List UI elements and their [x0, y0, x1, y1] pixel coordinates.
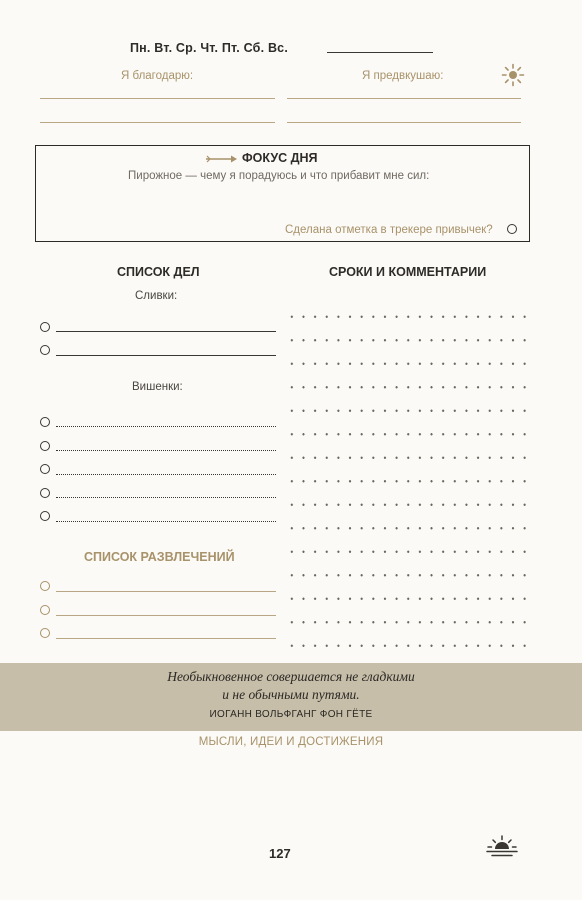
cherries-checkbox-1[interactable]: [40, 417, 50, 427]
quote-author: ИОГАНН ВОЛЬФГАНГ ФОН ГЁТЕ: [209, 709, 373, 720]
page-number: 127: [269, 846, 291, 861]
quote-line-1: Необыкновенное совершается не гладкими: [167, 669, 415, 684]
cherries-checkbox-5[interactable]: [40, 511, 50, 521]
grateful-line-1[interactable]: [40, 98, 275, 99]
sun-icon: [501, 63, 525, 87]
fun-line-3[interactable]: [56, 638, 276, 639]
date-line[interactable]: [327, 52, 433, 53]
cherries-line-5[interactable]: [56, 521, 276, 522]
fun-line-1[interactable]: [56, 591, 276, 592]
deadlines-dot-grid[interactable]: [286, 305, 526, 650]
sunset-icon: [485, 834, 519, 858]
fun-checkbox-3[interactable]: [40, 628, 50, 638]
tracker-question: Сделана отметка в трекере привычек?: [285, 224, 493, 236]
fun-checkbox-2[interactable]: [40, 605, 50, 615]
thoughts-title: МЫСЛИ, ИДЕИ И ДОСТИЖЕНИЯ: [198, 736, 384, 748]
todo-title: СПИСОК ДЕЛ: [117, 265, 200, 279]
weekdays: Пн. Вт. Ср. Чт. Пт. Сб. Вс.: [130, 41, 289, 55]
cream-line-2[interactable]: [56, 355, 276, 356]
cream-line-1[interactable]: [56, 331, 276, 332]
anticipate-label: Я предвкушаю:: [362, 70, 444, 82]
grateful-line-2[interactable]: [40, 122, 275, 123]
cream-checkbox-1[interactable]: [40, 322, 50, 332]
cherries-line-2[interactable]: [56, 450, 276, 451]
quote-line-2: и не обычными путями.: [222, 687, 360, 702]
fun-checkbox-1[interactable]: [40, 581, 50, 591]
deadlines-title: СРОКИ И КОММЕНТАРИИ: [329, 265, 487, 279]
cherries-checkbox-3[interactable]: [40, 464, 50, 474]
fun-title: СПИСОК РАЗВЛЕЧЕНИЙ: [84, 550, 235, 564]
cream-label: Сливки:: [135, 290, 178, 302]
focus-prompt: Пирожное — чему я порадуюсь и что прибавит мне сил:: [128, 170, 430, 182]
cherries-checkbox-2[interactable]: [40, 441, 50, 451]
cherries-line-4[interactable]: [56, 497, 276, 498]
arrow-icon: [205, 154, 239, 164]
cherries-checkbox-4[interactable]: [40, 488, 50, 498]
cherries-label: Вишенки:: [132, 381, 183, 393]
fun-line-2[interactable]: [56, 615, 276, 616]
cherries-line-3[interactable]: [56, 474, 276, 475]
grateful-label: Я благодарю:: [121, 70, 194, 82]
focus-title: ФОКУС ДНЯ: [242, 151, 318, 165]
cherries-line-1[interactable]: [56, 426, 276, 427]
cream-checkbox-2[interactable]: [40, 345, 50, 355]
tracker-checkbox[interactable]: [507, 224, 517, 234]
anticipate-line-2[interactable]: [287, 122, 521, 123]
anticipate-line-1[interactable]: [287, 98, 521, 99]
